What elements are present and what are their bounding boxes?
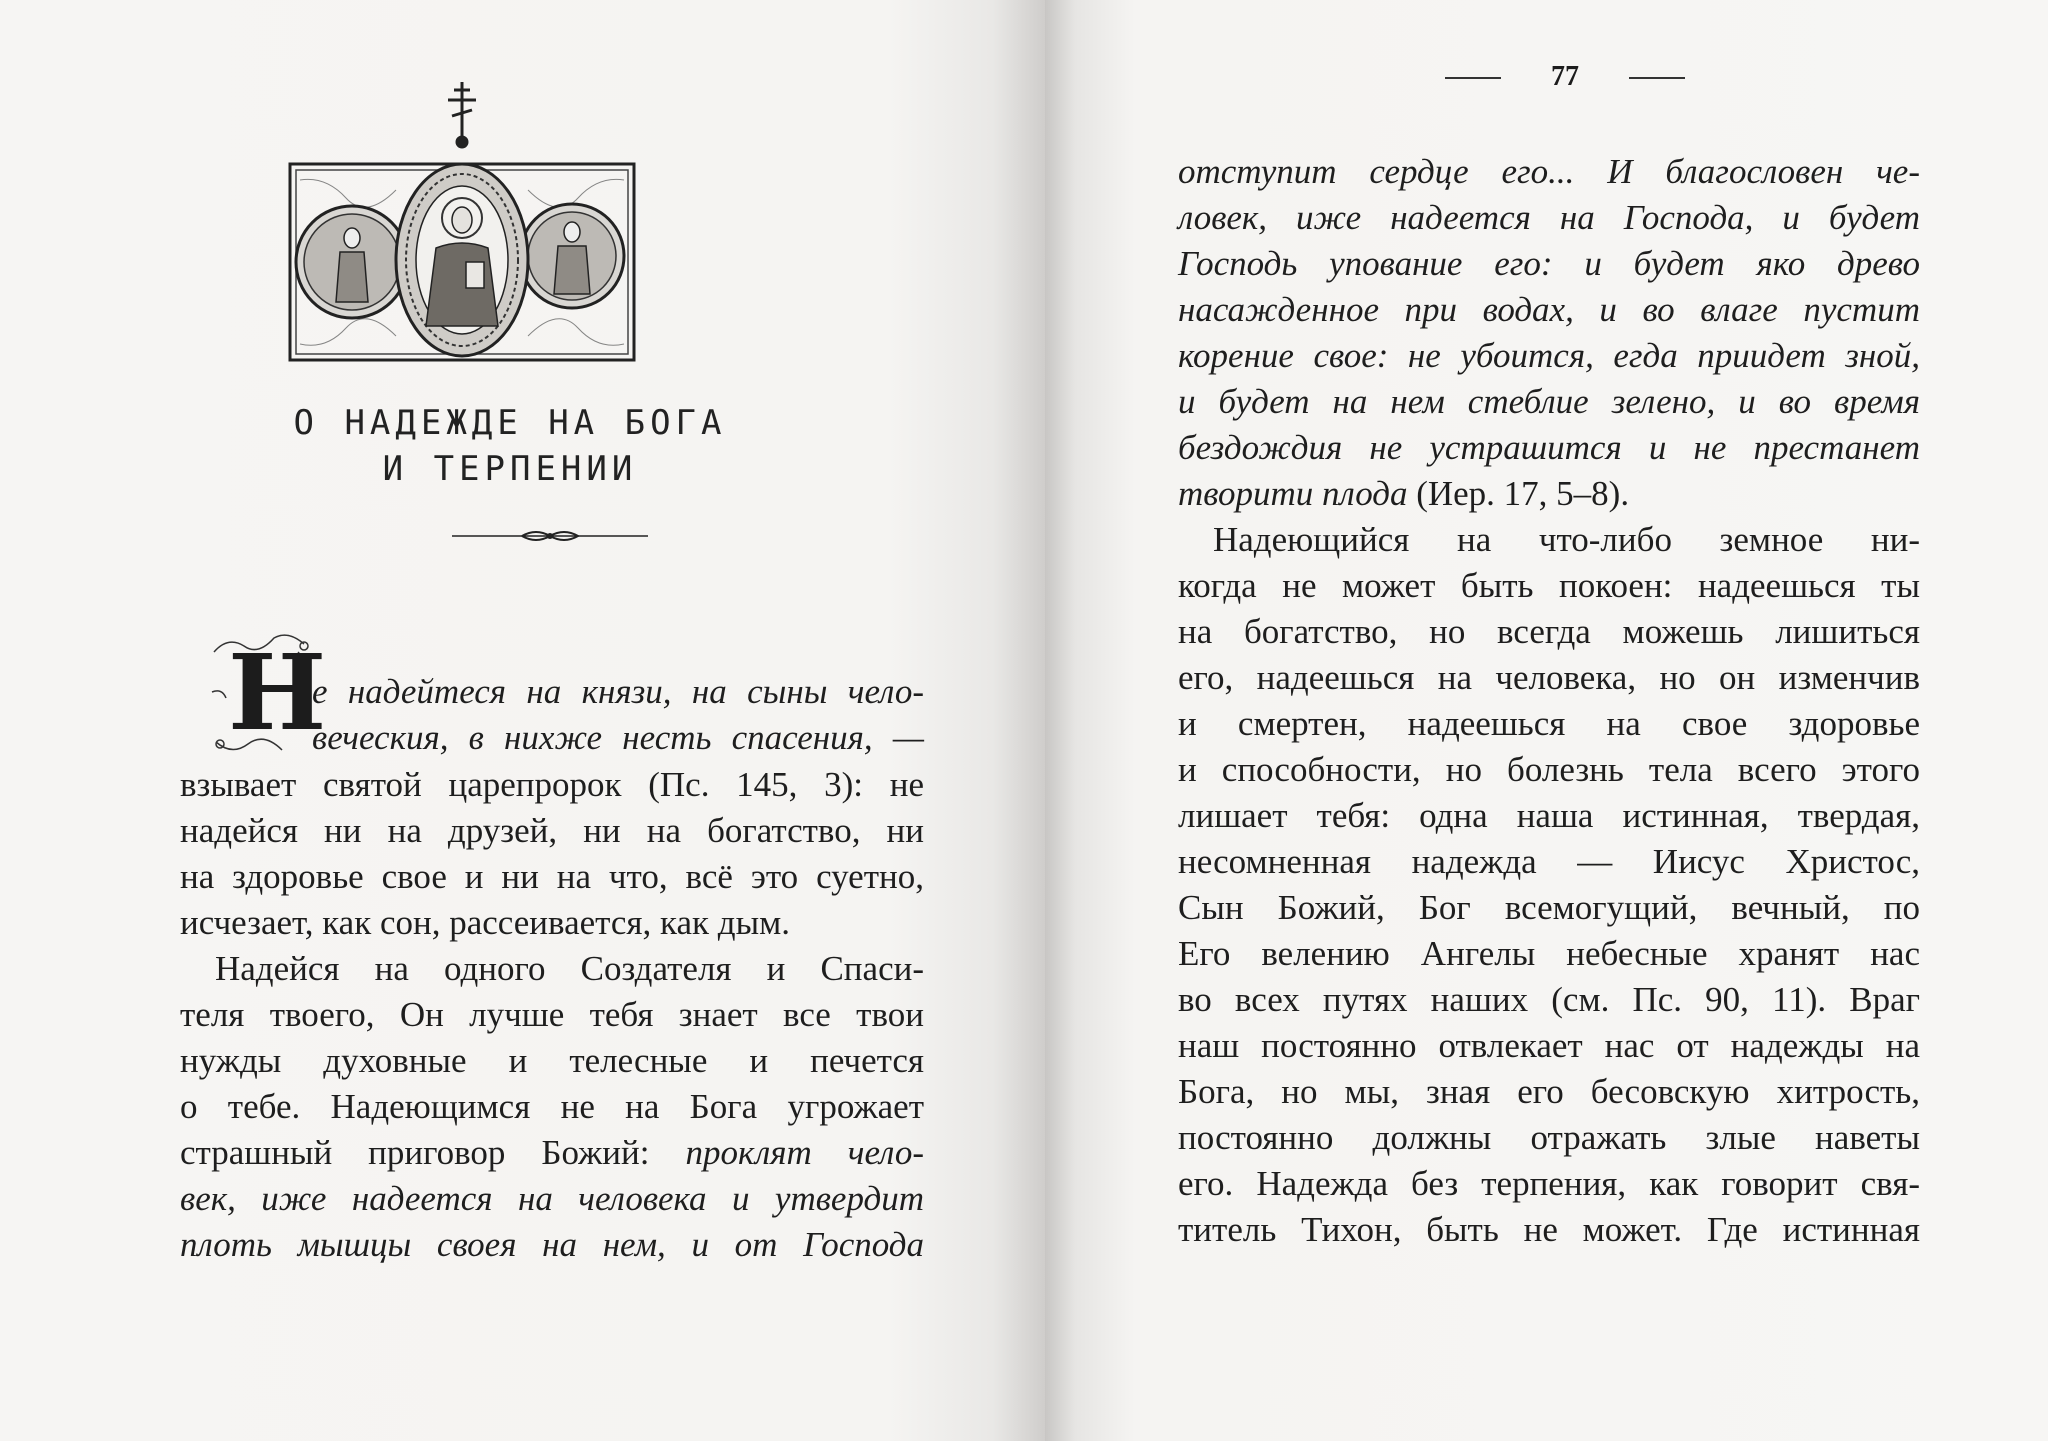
text-run: и будет на нем стеблие зелено, и во время (1178, 382, 1920, 421)
folio-rule-right (1629, 77, 1685, 79)
folio-rule-left (1445, 77, 1501, 79)
text-line (1178, 379, 1920, 425)
opening-quote-line: веческия, в нихже несть спасения, — (312, 718, 924, 757)
text-run: теля твоего, Он лучше тебя знает все твои (180, 995, 924, 1034)
text-line (1178, 563, 1920, 609)
page-number-text: 77 (1551, 61, 1579, 92)
text-line (1178, 839, 1920, 885)
text-run: надейся ни на друзей, ни на богатство, ни (180, 811, 924, 850)
text-line (180, 900, 924, 946)
right-page-text (1178, 149, 1920, 1253)
text-run: отступит сердце его... И благословен че- (1178, 152, 1920, 191)
drop-cap (208, 631, 327, 760)
text-line (1178, 655, 1920, 701)
text-line (1178, 241, 1920, 287)
text-run: взывает святой царепророк (Пс. 145, 3): не (180, 765, 924, 804)
text-line (1178, 977, 1920, 1023)
text-line (1178, 425, 1920, 471)
text-line (1178, 287, 1920, 333)
text-run: Надейся на одного Создателя и Спаси- (180, 949, 924, 988)
text-line (180, 1130, 924, 1176)
text-run: Господь упование его: и будет яко древо (1178, 244, 1920, 283)
text-run: лишает тебя: одна наша истинная, твердая, (1178, 796, 1920, 835)
text-line (180, 762, 924, 808)
text-run: проклят чело- (685, 1133, 925, 1172)
orthodox-cross-icon (448, 82, 476, 147)
text-line (1178, 701, 1920, 747)
text-run: нужды духовные и телесные и печется (180, 1041, 924, 1080)
text-line (1178, 517, 1920, 563)
text-line (1178, 1115, 1920, 1161)
text-run: ловек, иже надеется на Господа, и будет (1178, 198, 1920, 237)
text-line (1178, 1207, 1920, 1253)
text-run: страшный приговор Божий: (180, 1133, 686, 1172)
text-run: (Иер. 17, 5–8). (1407, 474, 1630, 513)
text-run: Бога, но мы, зная его бесовскую хитрость, (1178, 1072, 1920, 1111)
opening-quote-line: е надейтеся на князи, на сыны чело- (312, 672, 924, 711)
text-line (180, 992, 924, 1038)
saint-medallion-left-icon (296, 206, 408, 318)
text-run: творити плода (1178, 474, 1408, 513)
text-line (180, 1084, 924, 1130)
text-run: Его велению Ангелы небесные хранят нас (1178, 934, 1920, 973)
text-line (180, 854, 924, 900)
text-line (180, 946, 924, 992)
chapter-title-line-1: О НАДЕЖДЕ НА БОГА (293, 403, 727, 443)
headpiece-ornament (286, 80, 638, 364)
chapter-title-line-2: И ТЕРПЕНИИ (382, 449, 638, 489)
text-run: наш постоянно отвлекает нас от надежды на (1178, 1026, 1920, 1065)
text-run: Сын Божий, Бог всемогущий, вечный, по (1178, 888, 1920, 927)
text-line (1178, 1023, 1920, 1069)
text-line (1178, 609, 1920, 655)
text-run: когда не может быть покоен: надеешься ты (1178, 566, 1920, 605)
text-line (1178, 1069, 1920, 1115)
text-run: и способности, но болезнь тела всего этого (1178, 750, 1920, 789)
text-line (180, 1222, 924, 1268)
text-run: титель Тихон, быть не может. Где истинная (1178, 1210, 1920, 1249)
christ-pantocrator-icon (396, 164, 528, 356)
text-run: насажденное при водах, и во влаге пустит (1178, 290, 1920, 329)
text-line (1178, 195, 1920, 241)
left-page-text (180, 762, 924, 1268)
text-line (1178, 885, 1920, 931)
text-run: несомненная надежда — Иисус Христос, (1178, 842, 1920, 881)
text-run: его, надеешься на человека, но он изменчив (1178, 658, 1920, 697)
text-run: исчезает, как сон, рассеивается, как дым. (180, 903, 790, 942)
text-line (1178, 1161, 1920, 1207)
text-run: плоть мышцы своея на нем, и от Господа (180, 1225, 924, 1264)
text-run: Надеющийся на что-либо земное ни- (1178, 520, 1920, 559)
text-run: во всех путях наших (см. Пс. 90, 11). Враг (1178, 980, 1920, 1019)
text-run: постоянно должны отражать злые наветы (1178, 1118, 1920, 1157)
text-line (180, 1038, 924, 1084)
text-run: на здоровье свое и ни на что, всё это суетно, (180, 857, 924, 896)
text-line (180, 808, 924, 854)
text-run: век, иже надеется на человека и утвердит (180, 1179, 924, 1218)
text-line (1178, 931, 1920, 977)
text-run: и смертен, надеешься на свое здоровье (1178, 704, 1920, 743)
text-run: на богатство, но всегда можешь лишиться (1178, 612, 1920, 651)
drop-cap-letter: Н (228, 631, 327, 754)
page-number (1445, 57, 1685, 97)
text-line (1178, 333, 1920, 379)
text-run: о тебе. Надеющимся не на Бога угрожает (180, 1087, 924, 1126)
title-flourish-divider (452, 526, 648, 546)
text-run: корение свое: не убоится, егда приидет зной, (1178, 336, 1920, 375)
text-line (1178, 471, 1920, 517)
text-run: бездождия не устрашится и не престанет (1178, 428, 1920, 467)
text-line (1178, 747, 1920, 793)
chapter-title (250, 400, 770, 492)
text-line (180, 1176, 924, 1222)
text-line (1178, 793, 1920, 839)
opening-quote (312, 669, 924, 761)
text-line (1178, 149, 1920, 195)
saint-medallion-right-icon (520, 204, 624, 308)
text-run: его. Надежда без терпения, как говорит свя- (1178, 1164, 1920, 1203)
